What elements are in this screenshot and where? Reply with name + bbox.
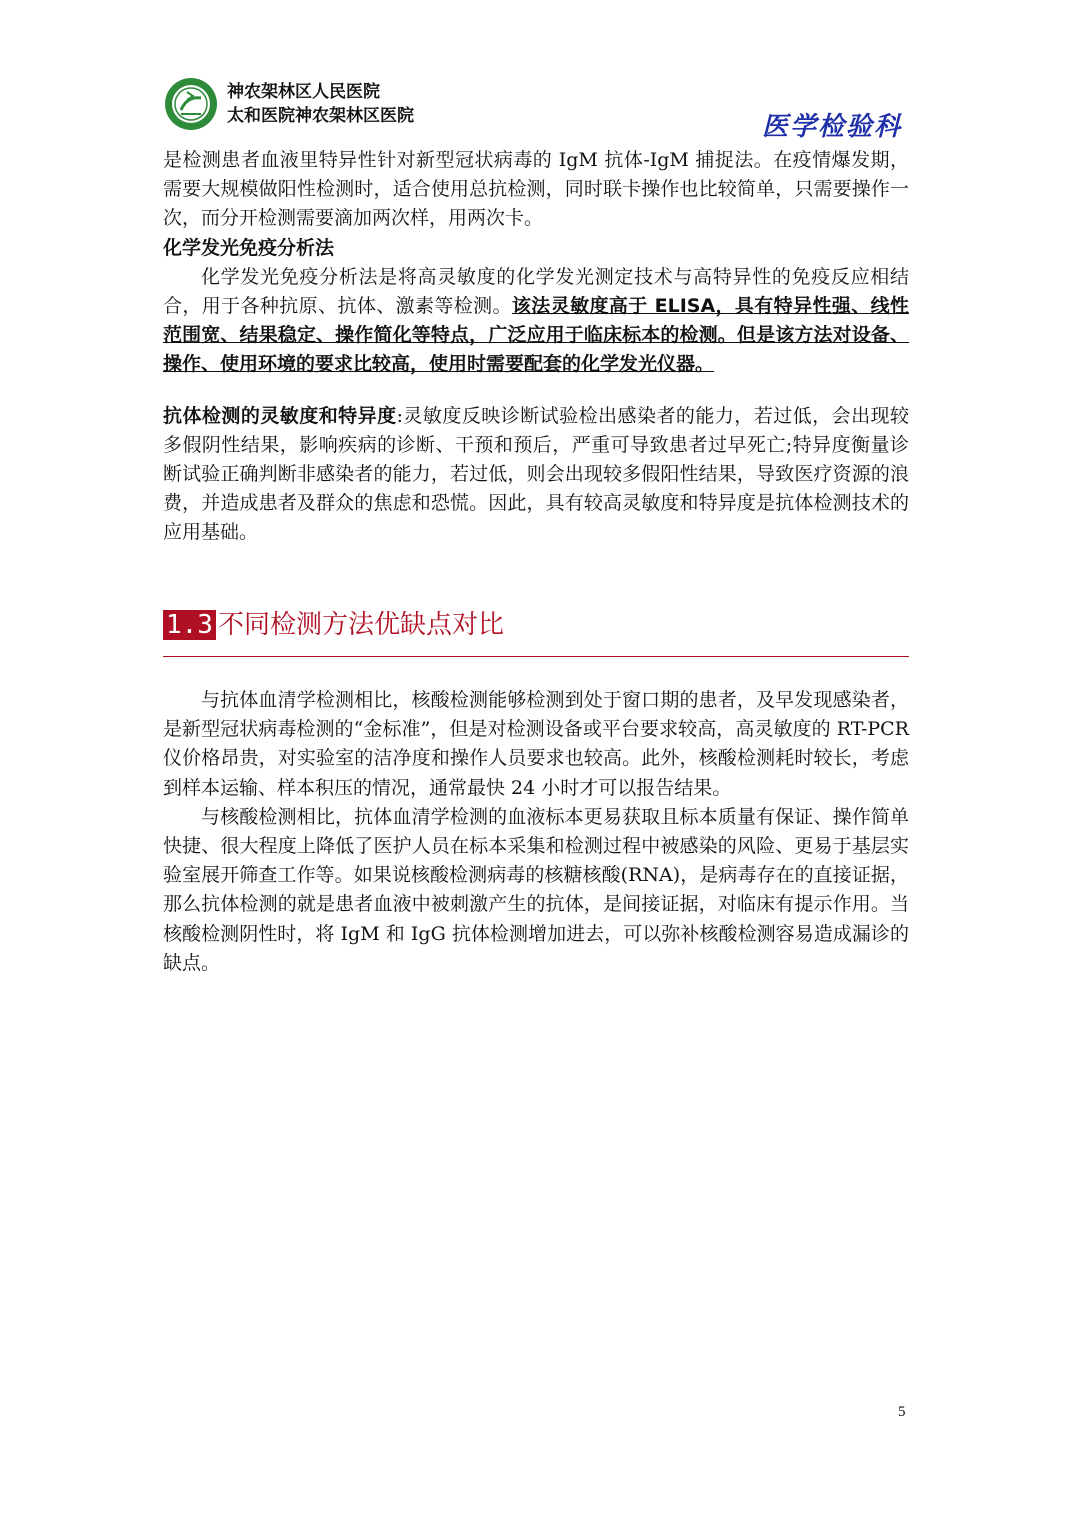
heading-clia: 化学发光免疫分析法 xyxy=(163,236,335,259)
paragraph-nucleic-acid: 与抗体血清学检测相比，核酸检测能够检测到处于窗口期的患者，及早发现感染者，是新型冠状病毒检测的“金标准”，但是对检测设备或平台要求较高，高灵敏度的 RT-PCR 仪价格昂贵，对实验室的洁净度和操作人员要求也较高。此外，核酸检测耗时较长，考虑到样本运输、样本积压的情况，通常最快 24 小时才可以报告结果。 xyxy=(163,689,909,799)
hospital-name-primary: 神农架林区人民医院 xyxy=(227,82,380,102)
page-header xyxy=(163,70,908,142)
section-content xyxy=(163,686,909,978)
page-number: 5 xyxy=(898,1404,906,1420)
main-content xyxy=(163,146,909,548)
section-number: 1.3 xyxy=(163,610,216,640)
paragraph-antibody: 与核酸检测相比，抗体血清学检测的血液标本更易获取且标本质量有保证、操作简单快捷、很大程度上降低了医护人员在标本采集和检测过程中被感染的风险、更易于基层实验室展开筛查工作等。如果说核酸检测病毒的核糖核酸(RNA)，是病毒存在的直接证据，那么抗体检测的就是患者血液中被刺激产生的抗体，是间接证据，对临床有提示作用。当核酸检测阴性时，将 IgM 和 IgG 抗体检测增加进去，可以弥补核酸检测容易造成漏诊的缺点。 xyxy=(163,805,909,974)
section-title: 不同检测方法优缺点对比 xyxy=(217,610,504,640)
section-divider xyxy=(163,656,909,657)
paragraph-sensitivity-specificity xyxy=(163,402,909,548)
hospital-logo xyxy=(163,76,219,132)
sensitivity-label: 抗体检测的灵敏度和特异度 xyxy=(163,404,397,427)
hospital-name-secondary: 太和医院神农架林区医院 xyxy=(227,106,414,126)
clia-intro-text: 化学发光免疫分析法是将高灵敏度的化学发光测定技术与高特异性的免疫反应相结合，用于各种抗原、抗体、激素等检测。 xyxy=(163,265,909,318)
paragraph-clia xyxy=(163,263,909,380)
clia-emphasis-text: 该法灵敏度高于 ELISA，具有特异性强、线性范围宽、结果稳定、操作简化等特点，广泛应用于临床标本的检测。但是该方法对设备、操作、使用环境的要求比较高，使用时需要配套的化学发光仪器。 xyxy=(163,295,909,376)
department-title: 医学检验科 xyxy=(761,112,902,142)
section-heading xyxy=(163,607,909,643)
sensitivity-text: :灵敏度反映诊断试验检出感染者的能力，若过低，会出现较多假阴性结果，影响疾病的诊断、干预和预后，严重可导致患者过早死亡;特异度衡量诊断试验正确判断非感染者的能力，若过低，则会出现较多假阳性结果，导致医疗资源的浪费，并造成患者及群众的焦虑和恐慌。因此，具有较高灵敏度和特异度是抗体检测技术的应用基础。 xyxy=(163,404,909,544)
paragraph-igm-capture: 是检测患者血液里特异性针对新型冠状病毒的 IgM 抗体-IgM 捕捉法。在疫情爆发期，需要大规模做阳性检测时，适合使用总抗检测，同时联卡操作也比较简单，只需要操作一次，而分开检测需要滴加两次样，用两次卡。 xyxy=(163,149,909,230)
